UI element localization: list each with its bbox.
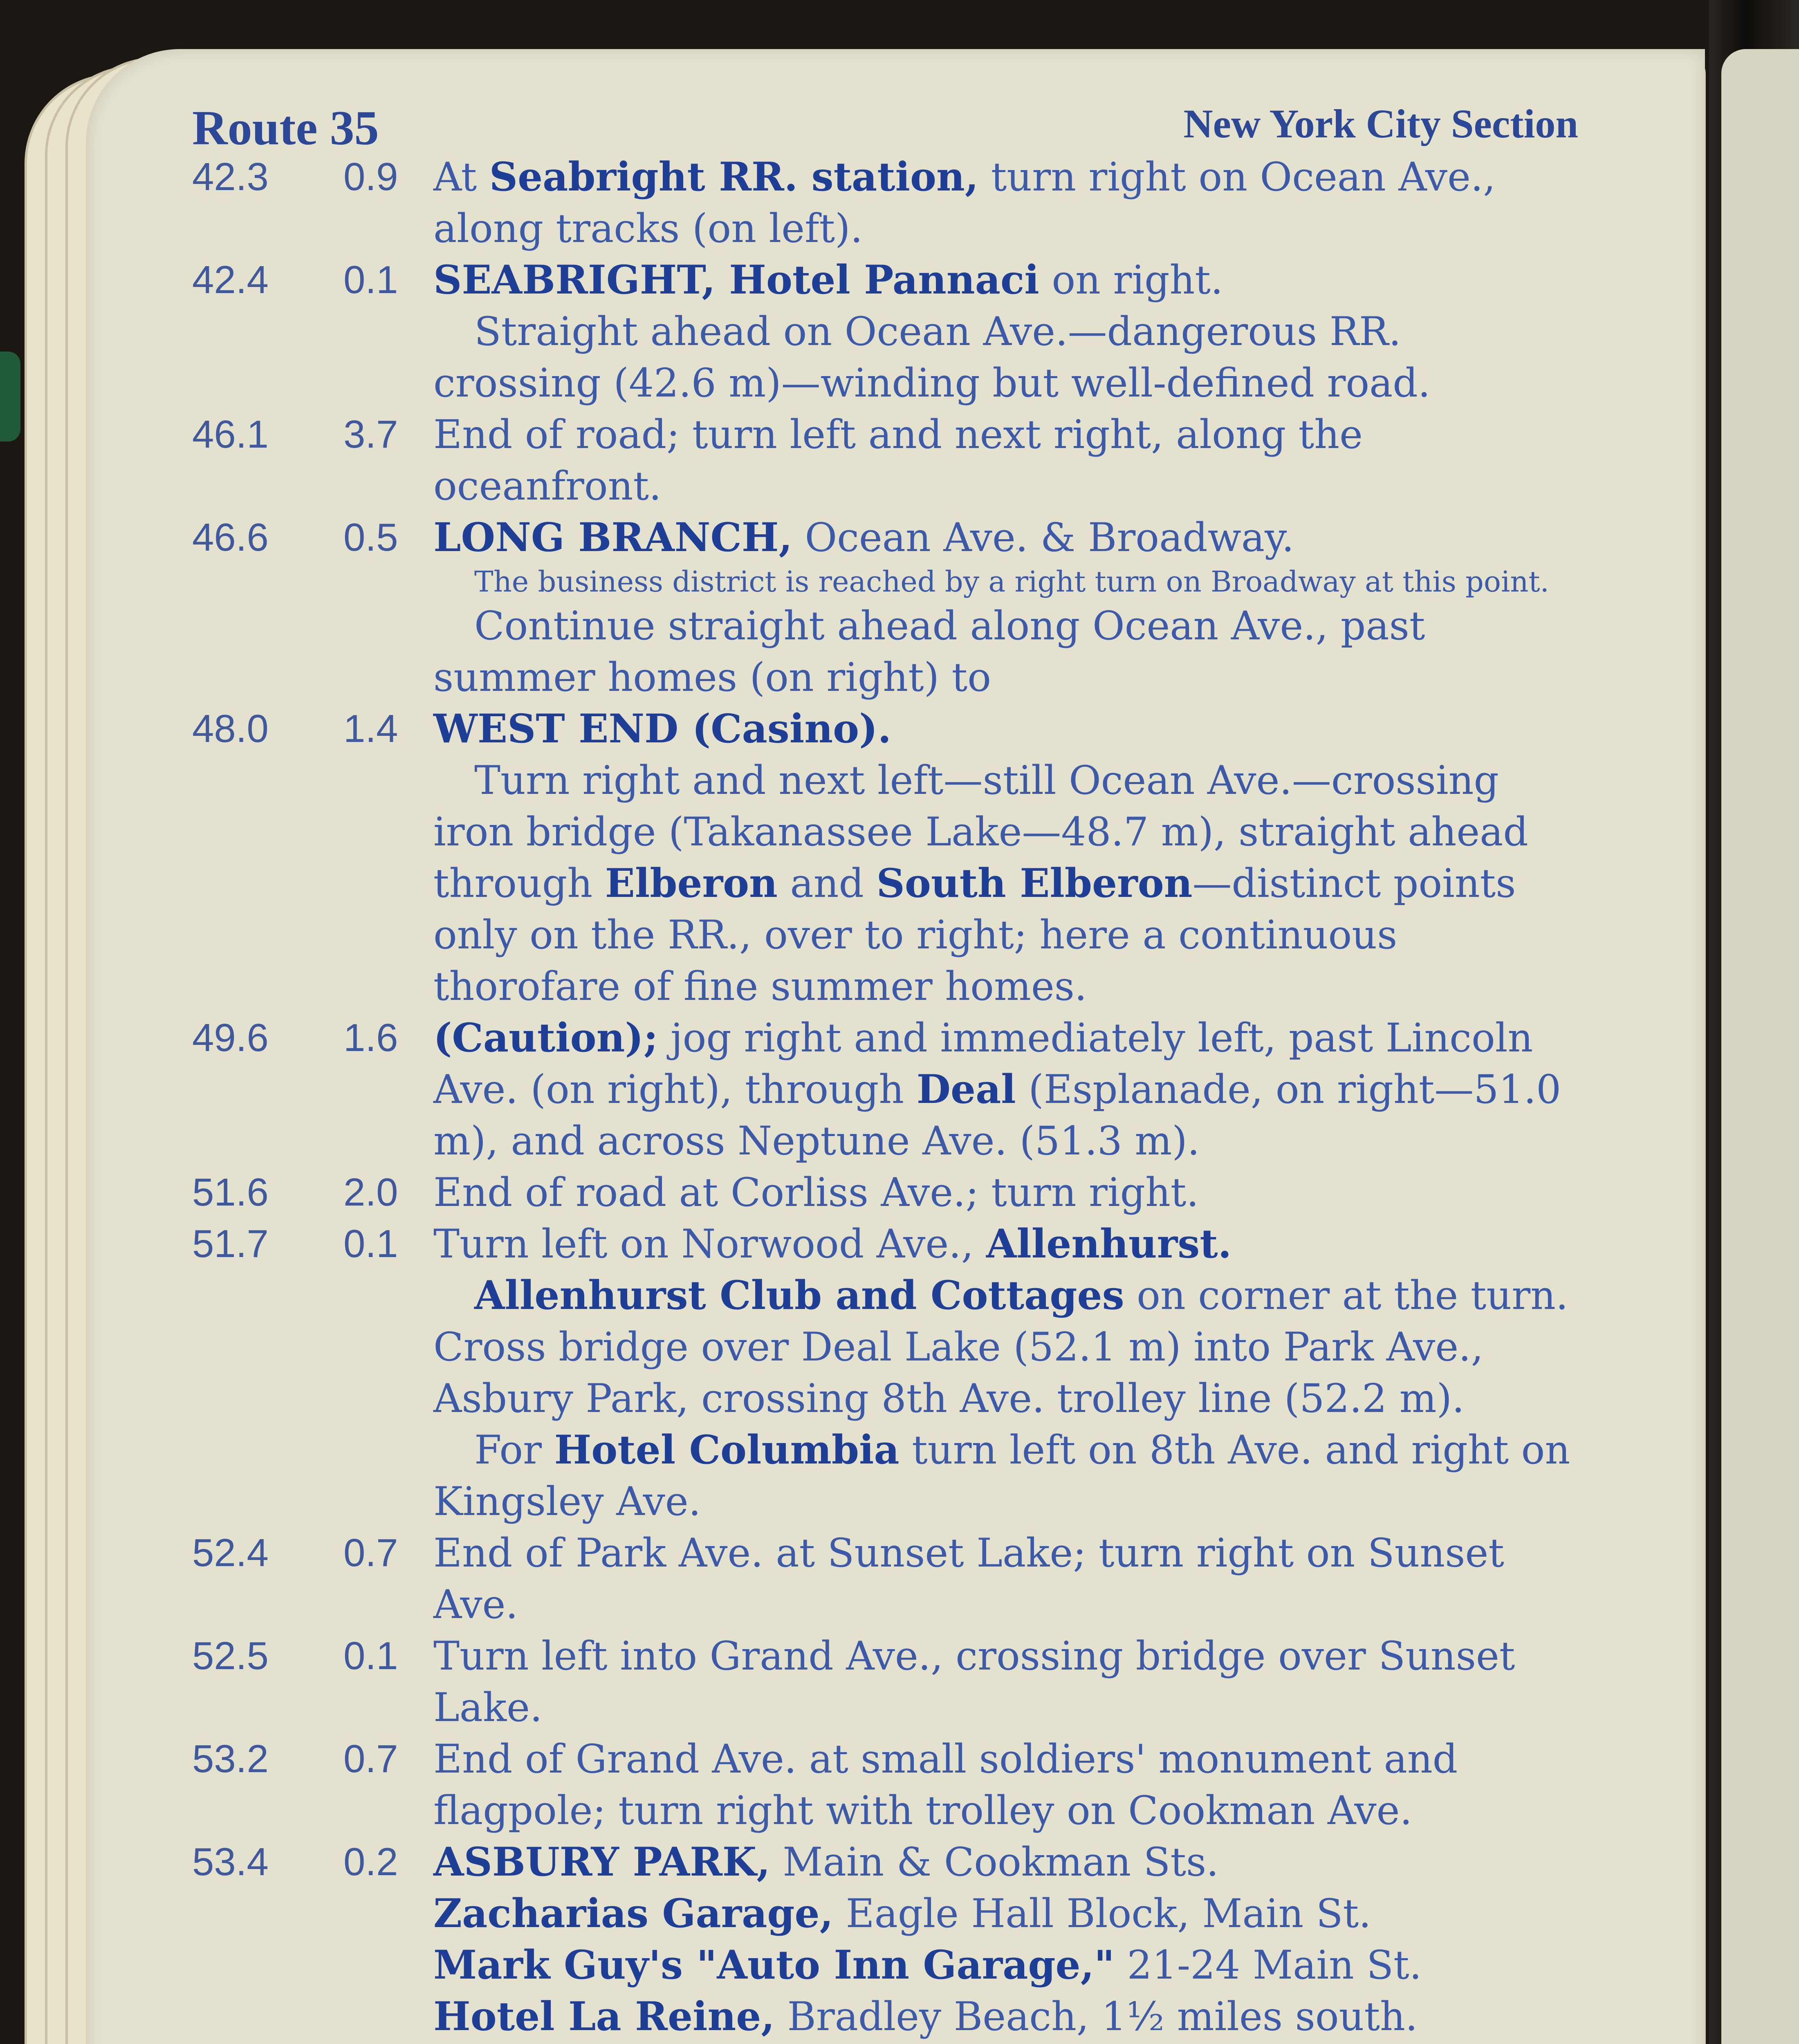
place-name: Hotel Columbia xyxy=(554,1427,900,1473)
entry-text: End of Grand Ave. at small soldiers' monument and flagpole; turn right with trolley on Cookman Ave. xyxy=(433,1736,1458,1833)
route-entry xyxy=(192,1218,1578,1527)
text: (Esplanade, on right—51.0 m), and across Neptune Ave. (51.3 m). xyxy=(433,1067,1561,1164)
diverging-routes-note xyxy=(192,2042,1578,2044)
total-mileage: 51.7 xyxy=(192,1222,269,1266)
total-mileage: 42.3 xyxy=(192,155,269,199)
total-mileage: 48.0 xyxy=(192,707,269,751)
intermediate-mileage: 0.9 xyxy=(343,155,398,199)
place-name: LONG BRANCH, xyxy=(433,514,792,560)
place-name: Deal xyxy=(916,1066,1016,1112)
text: Bradley Beach, 1½ miles south. xyxy=(774,1994,1418,2040)
text: turn left on 8th Ave. and right on Kingsley Ave. xyxy=(433,1427,1570,1524)
direction-text xyxy=(433,1270,1578,1424)
total-mileage: 53.2 xyxy=(192,1737,269,1781)
place-name: ASBURY PARK, xyxy=(433,1839,770,1885)
text: on corner at the turn. Cross bridge over Deal Lake (52.1 m) into Park Ave., Asbury Park, crossing 8th Ave. trolley line (52.2 m). xyxy=(433,1273,1568,1421)
total-mileage: 46.6 xyxy=(192,515,269,559)
total-mileage: 46.1 xyxy=(192,412,269,456)
route-entry xyxy=(192,1630,1578,1733)
text: Main & Cookman Sts. xyxy=(770,1839,1219,1885)
place-name: South Elberon xyxy=(876,860,1193,906)
intermediate-mileage: 0.1 xyxy=(343,1634,398,1678)
entry-text: End of road at Corliss Ave.; turn right. xyxy=(433,1170,1199,1215)
page-content xyxy=(192,94,1578,2044)
route-entry xyxy=(192,1836,1578,2042)
entry-text xyxy=(433,151,1578,254)
intermediate-mileage: 0.7 xyxy=(343,1531,398,1575)
intermediate-mileage: 1.6 xyxy=(343,1016,398,1060)
place-name: Allenhurst. xyxy=(986,1221,1232,1267)
text: Ocean Ave. & Broadway. xyxy=(792,515,1294,560)
place-name: Hotel La Reine, xyxy=(433,1993,775,2040)
total-mileage: 51.6 xyxy=(192,1170,269,1214)
intermediate-mileage: 2.0 xyxy=(343,1170,398,1214)
entry-text xyxy=(433,1012,1578,1167)
route-entry xyxy=(192,151,1578,254)
total-mileage: 53.4 xyxy=(192,1840,269,1884)
text: 21-24 Main St. xyxy=(1115,1942,1422,1988)
entry-text: Turn left into Grand Ave., crossing bridge over Sunset Lake. xyxy=(433,1633,1515,1730)
text: For xyxy=(474,1427,554,1473)
place-name: Allenhurst Club and Cottages xyxy=(474,1272,1124,1318)
direction-text: Continue straight ahead along Ocean Ave., past summer homes (on right) to xyxy=(433,603,1425,700)
route-entry xyxy=(192,1167,1578,1218)
total-mileage: 52.4 xyxy=(192,1531,269,1575)
running-header xyxy=(192,94,1578,155)
entry-text xyxy=(433,703,1578,1012)
next-page-edge xyxy=(1721,49,1799,2044)
entry-text xyxy=(433,254,1578,409)
entry-text xyxy=(433,1218,1578,1527)
place-name: SEABRIGHT, Hotel Pannaci xyxy=(433,257,1039,303)
place-name: Elberon xyxy=(605,860,778,906)
text: and xyxy=(777,861,877,906)
text: Eagle Hall Block, Main St. xyxy=(833,1891,1371,1936)
intermediate-mileage: 0.2 xyxy=(343,1840,398,1884)
entry-text: End of road; turn left and next right, along the oceanfront. xyxy=(433,412,1363,509)
route-entry xyxy=(192,703,1578,1012)
text: At xyxy=(433,154,489,200)
text: —distinct points only on the RR., over to right; here a continuous thorofare of fine summer homes. xyxy=(433,861,1516,1009)
route-entry xyxy=(192,1733,1578,1836)
intermediate-mileage: 0.5 xyxy=(343,515,398,559)
small-note: The business district is reached by a right turn on Broadway at this point. xyxy=(474,565,1549,598)
entry-text: End of Park Ave. at Sunset Lake; turn right on Sunset Ave. xyxy=(433,1530,1504,1627)
route-entry xyxy=(192,1527,1578,1630)
intermediate-mileage: 0.7 xyxy=(343,1737,398,1781)
text: on right. xyxy=(1039,257,1223,303)
total-mileage: 42.4 xyxy=(192,258,269,302)
route-entry xyxy=(192,512,1578,703)
section-title: New York City Section xyxy=(1183,101,1578,146)
text: Turn right and next left—still Ocean Ave.—crossing iron bridge (Takanassee Lake—48.7 m), straight ahead through xyxy=(433,758,1528,906)
text: jog right and immediately left, past Lincoln Ave. (on right), through xyxy=(433,1015,1533,1112)
caution-label: (Caution); xyxy=(433,1015,658,1061)
direction-text xyxy=(433,755,1578,1012)
text: turn right on Ocean Ave., along tracks (on left). xyxy=(433,154,1496,251)
entry-text xyxy=(433,1836,1578,2042)
route-entry xyxy=(192,1012,1578,1167)
hotel-listing xyxy=(433,1991,1578,2042)
direction-text xyxy=(433,1424,1578,1527)
ribbon-bookmark xyxy=(0,352,20,442)
intermediate-mileage: 0.1 xyxy=(343,258,398,302)
route-title: Route 35 xyxy=(192,101,379,155)
route-entry xyxy=(192,254,1578,409)
route-entry xyxy=(192,409,1578,512)
place-name: WEST END (Casino). xyxy=(433,706,891,752)
place-name: Zacharias Garage, xyxy=(433,1890,834,1936)
text: Turn left on Norwood Ave., xyxy=(433,1221,986,1267)
intermediate-mileage: 0.1 xyxy=(343,1222,398,1266)
garage-listing xyxy=(433,1939,1578,1991)
entry-text xyxy=(433,512,1578,703)
total-mileage: 49.6 xyxy=(192,1016,269,1060)
place-name: Seabright RR. station, xyxy=(489,154,979,200)
garage-listing xyxy=(433,1888,1578,1939)
intermediate-mileage: 3.7 xyxy=(343,412,398,456)
intermediate-mileage: 1.4 xyxy=(343,707,398,751)
total-mileage: 52.5 xyxy=(192,1634,269,1678)
direction-text: Straight ahead on Ocean Ave.—dangerous RR. crossing (42.6 m)—winding but well-defined road. xyxy=(433,309,1431,406)
place-name: Mark Guy's "Auto Inn Garage," xyxy=(433,1942,1115,1988)
